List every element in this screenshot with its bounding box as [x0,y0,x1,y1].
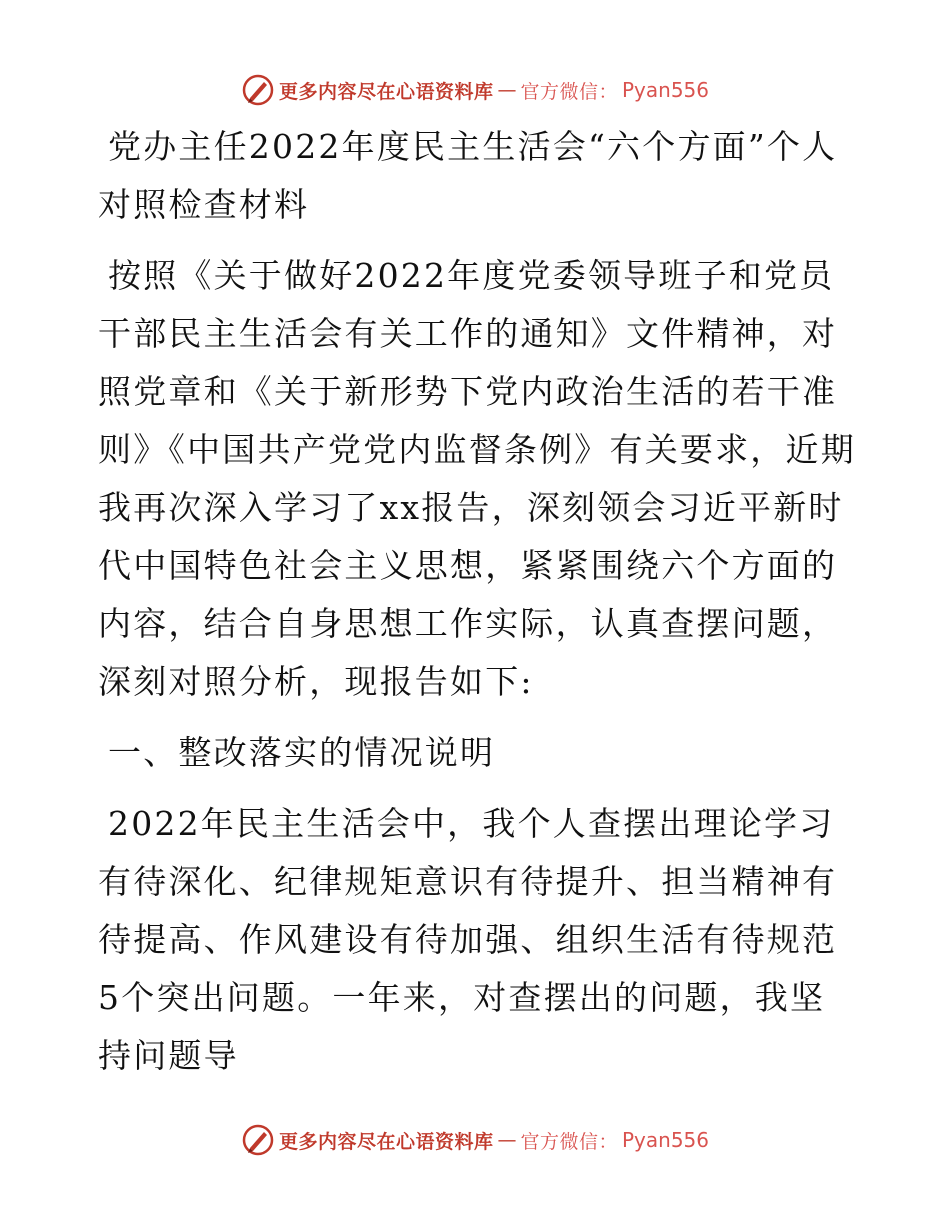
document-body [98,118,858,1098]
section-paragraph: 2022年民主生活会中，我个人查摆出理论学习有待深化、纪律规矩意识有待提升、担当精神有待提高、作风建设有待加强、组织生活有待规范5个突出问题。一年来，对查摆出的问题，我坚持问题导 [98,804,838,1075]
watermark-dash: — [497,79,517,101]
watermark-site-text: 更多内容尽在心语资料库 [278,80,494,103]
watermark-handle: Pyan556 [622,78,710,102]
document-title: 党办主任2022年度民主生活会“六个方面”个人对照检查材料 [98,127,838,224]
watermark-dash: — [497,1129,517,1151]
watermark-account-label: 官方微信： [520,1130,618,1153]
pen-logo-icon [241,1123,275,1157]
watermark-account-label: 官方微信： [520,80,618,103]
footer-watermark [0,1120,950,1160]
intro-paragraph: 按照《关于做好2022年度党委领导班子和党员干部民主生活会有关工作的通知》文件精神，对照党章和《关于新形势下党内政治生活的若干准则》《中国共产党党内监督条例》有关要求，近期我再次深入学习了xx报告，深刻领会习近平新时代中国特色社会主义思想，紧紧围绕六个方面的内容，结合自身思想工作实际，认真查摆问题，深刻对照分析，现报告如下: [98,256,856,701]
watermark-handle: Pyan556 [622,1128,710,1152]
watermark-site-text: 更多内容尽在心语资料库 [278,1130,494,1153]
section-heading: 一、整改落实的情况说明 [108,733,496,772]
header-watermark [0,70,950,110]
pen-logo-icon [241,73,275,107]
